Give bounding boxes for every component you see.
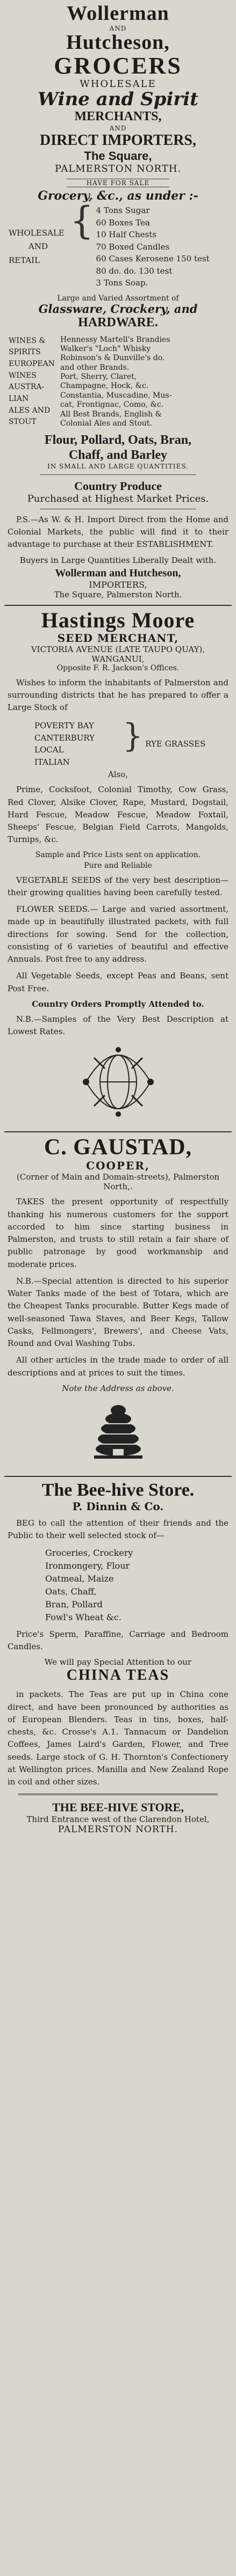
wines-label: WINES & (9, 336, 46, 345)
ad3-trade: COOPER, (86, 1159, 150, 1173)
wines-text: Port, Sherry, Claret, (60, 372, 137, 382)
wines-label: LIAN (9, 394, 29, 404)
ad2-intro: Wishes to inform the inhabitants of Palmerston and surrounding districts that he has prepared to offer a Large Stock of (8, 677, 228, 712)
ad4-proprietor: P. Dinnin & Co. (72, 1500, 164, 1513)
ad2-brace: } (123, 717, 144, 755)
stock-item: Groceries, Crockery (45, 1547, 133, 1558)
wines-text: cat, Frontignac, Como, &c. (60, 400, 164, 409)
grass-item: POVERTY BAY (34, 721, 94, 731)
ad-wollerman-hutcheson (4, 0, 232, 606)
ad1-grocers: GROCERS (54, 52, 182, 79)
ad3-p2: N.B.—Special attention is directed to his superior Water Tanks made of the best of Totara, which are the Cheapest Tanks procurable. Butter Kegs made of well-seasoned Tawa Staves, and Beer Kegs, Tallow Casks, Fellmongers', Brewers', and Cheese Vats, Round and Oval Washing Tubs. (8, 1276, 228, 1349)
stock-item: Bran, Pollard (45, 1599, 103, 1609)
ad4-p2: Price's Sperm, Paraffine, Carriage and Bedroom Candles. (8, 1629, 228, 1651)
ad1-brace: { (70, 199, 94, 243)
ad1-grocery-heading: Grocery, &c., as under :- (38, 189, 198, 203)
ad1-and: AND (109, 24, 127, 32)
ad4-footer-name: THE BEE-HIVE STORE, (52, 1801, 184, 1814)
ad3-p3: All other articles in the trade made to order of all descriptions and at prices to suit the times. (8, 1355, 228, 1378)
ad2-flower-seeds: FLOWER SEEDS.— Large and varied assortment, made up in beautifully illustrated packets, with full directions for sowing. Send for the collection, consisting of 6 varieties of beautiful and effective Annuals. Post free to any address. (8, 904, 228, 964)
ad1-grocery-table (8, 199, 228, 291)
ad1-glassware: Glassware, Crockery, and (38, 302, 198, 316)
ad1-direct-importers: DIRECT IMPORTERS, (40, 131, 196, 149)
stock-item: Fowl's Wheat &c. (45, 1612, 121, 1622)
ad1-wholesale-retail-labels (8, 203, 69, 291)
ad-hastings-moore (4, 606, 232, 1133)
grocery-item: 60 Cases Kerosene 150 test (96, 254, 210, 264)
ad1-have-for-sale: HAVE FOR SALE (67, 179, 169, 187)
ad4-p1: BEG to call the attention of their friends and the Public to their well selected stock of— (8, 1518, 228, 1541)
ad1-glassware-intro: Large and Varied Assortment of (57, 294, 179, 303)
grass-item: LOCAL (34, 745, 64, 755)
wines-text: Robinson's & Dunville's do. (60, 354, 165, 363)
wines-text: and other Brands. (60, 363, 130, 372)
wines-text: Colonial Ales and Stout. (60, 419, 152, 428)
newspaper-column (4, 0, 232, 1840)
ad1-flour-3: IN SMALL AND LARGE QUANTITIES. (47, 463, 189, 471)
ad1-produce-line: Purchased at Highest Market Prices. (27, 493, 209, 504)
ad2-rye-grasses: RYE GRASSES (145, 739, 206, 749)
grocery-item: 10 Half Chests (96, 230, 156, 240)
grocery-item: 4 Tons Sugar (96, 206, 150, 216)
grocery-item: 3 Tons Soap. (96, 278, 148, 288)
wines-label: AUSTRA- (9, 383, 45, 392)
ad2-grass-table (8, 718, 228, 770)
ad1-ps: P.S.—As W. & H. Import Direct from the Home and Colonial Markets, the public will find it to their advantage to purchase at their ESTABLISHMENT. (8, 514, 228, 550)
ad4-stock-list (8, 1547, 228, 1624)
ad1-wine-spirit: Wine and Spirit (38, 88, 198, 110)
wines-text: Walker's "Loch" Whisky (60, 345, 151, 354)
ad2-also: Also, (108, 770, 128, 780)
ad3-address: (Corner of Main and Domain-streets), Palmerston North,. (16, 1172, 220, 1192)
ad1-wines-text (59, 334, 228, 430)
wines-text: Constantia, Muscadine, Mus- (60, 391, 172, 400)
wines-text: Champagne, Hock, &c. (60, 382, 149, 391)
ad4-p3: in packets. The Teas are put up in China cone direct, and have been pronounced by authorities as of European Blenders. Teas in tins, boxes, half-chests, &c. Crosse's A.1. Tannacum or Dandelion Coffees, James Laird's Garden, Flower, and Tree seeds. Large stock of G. H. Thornton's Confectionery at Wellington prices. Manilla and New Zealand Rope in coil and other sizes. (8, 1689, 228, 1787)
ad1-grocery-list (95, 203, 228, 291)
grocery-item: 80 do. do. 130 test (96, 266, 173, 276)
ad1-hardware: HARDWARE. (78, 316, 158, 330)
ad1-label-wholesale: WHOLESALE (9, 228, 65, 238)
ad2-sample: Sample and Price Lists sent on application. (35, 850, 201, 859)
wines-text: Hennessy Martell's Brandies (60, 335, 170, 344)
ad-beehive-store (4, 1477, 232, 1840)
ad4-name: The Bee-hive Store. (41, 1480, 195, 1500)
ad1-name-line2: Hutcheson, (66, 31, 170, 54)
ad2-seeds-list: Prime, Cocksfoot, Colonial Timothy, Cow Grass, Red Clover, Alsike Clover, Rape, Mustard, Dogstail, Hard Fescue, Meadow Fescue, Meadow Foxtail, Sheeps' Fescue, Belgian Field Carrots, Mangolds, Turnips, &c. (8, 785, 228, 845)
ad1-wines-labels (8, 334, 59, 430)
ad2-trade: SEED MERCHANT, (57, 631, 179, 645)
ad1-flour-2: Chaff, and Barley (68, 448, 168, 462)
ad1-and-2: AND (109, 124, 127, 132)
ad1-label-retail: RETAIL (9, 255, 40, 265)
ad1-flour-1: Flour, Pollard, Oats, Bran, (44, 433, 192, 448)
ad1-wines-table (8, 334, 228, 430)
ad4-footer-addr: Third Entrance west of the Clarendon Hotel, (26, 1814, 210, 1824)
ad1-rule (40, 474, 196, 475)
stock-item: Oatmeal, Maize (45, 1573, 114, 1584)
ad2-grass-list (8, 718, 121, 770)
ad1-footer-address: The Square, Palmerston North. (54, 589, 182, 599)
wines-text: All Best Brands, English & (60, 409, 162, 419)
ad1-footer-names: Wollerman and Hutcheson, (55, 567, 181, 579)
ad2-address: VICTORIA AVENUE (LATE TAUPO QUAY), WANGANUI, (31, 644, 205, 664)
ad2-opposite: Opposite F. R. Jackson's Offices. (56, 663, 180, 672)
ad3-p1: TAKES the present opportunity of respectfully thanking his numerous customers for the support accorded to him since starting business in Palmerston, and trusts to still retain a fair share of public patronage by good workmanship and moderate prices. (8, 1197, 228, 1269)
ad1-square: The Square, (84, 149, 152, 163)
ad2-pure: Pure and Reliable (84, 861, 152, 870)
ad1-label-and: AND (28, 241, 48, 252)
ad1-town: PALMERSTON NORTH. (54, 163, 182, 175)
ad-gaustad (4, 1132, 232, 1477)
grass-item: CANTERBURY (34, 733, 95, 743)
ad1-produce-heading: Country Produce (74, 479, 162, 493)
ad4-china-teas: CHINA TEAS (66, 1667, 170, 1684)
ad1-footer-importers: IMPORTERS, (89, 579, 147, 590)
ad2-country-orders: Country Orders Promptly Attended to. (32, 999, 204, 1009)
ad1-merchants: MERCHANTS, (74, 109, 162, 124)
ad2-veg-seeds: VEGETABLE SEEDS of the very best description—their growing qualities having been carefully tested. (8, 875, 228, 897)
beehive-image (89, 1400, 148, 1464)
ad3-name: C. GAUSTAD, (44, 1135, 192, 1160)
wines-label: WINES (9, 371, 37, 380)
ad4-footer-town: PALMERSTON NORTH. (58, 1824, 178, 1835)
wines-label: SPIRITS (9, 348, 41, 357)
ad4-rule (18, 1794, 218, 1795)
ad1-wholesale: WHOLESALE (80, 78, 156, 90)
grass-item: ITALIAN (34, 757, 70, 767)
wines-label: ALES AND (9, 406, 51, 415)
ad2-veg-seeds-2: All Vegetable Seeds, except Peas and Beans, sent Post Free. (8, 971, 228, 993)
ad4-special: We will pay Special Attention to our (44, 1657, 192, 1667)
ad1-name-line1: Wollerman (67, 2, 169, 25)
stock-item: Ironmongery, Flour (45, 1560, 130, 1571)
stock-item: Oats, Chaff, (45, 1586, 97, 1597)
wines-label: EUROPEAN (9, 360, 55, 369)
grocery-item: 70 Boxed Candles (96, 241, 170, 252)
ad1-buyers: Buyers in Large Quantities Liberally Dealt with. (19, 555, 217, 565)
ad2-nb: N.B.—Samples of the Very Best Description at Lowest Rates. (8, 1014, 228, 1036)
barrel-ornament-image (75, 1044, 161, 1119)
ad2-name: Hastings Moore (41, 608, 195, 632)
ad3-note: Note the Address as above. (62, 1383, 174, 1393)
wines-label: STOUT (9, 418, 37, 427)
grocery-item: 60 Boxes Tea (96, 217, 150, 228)
